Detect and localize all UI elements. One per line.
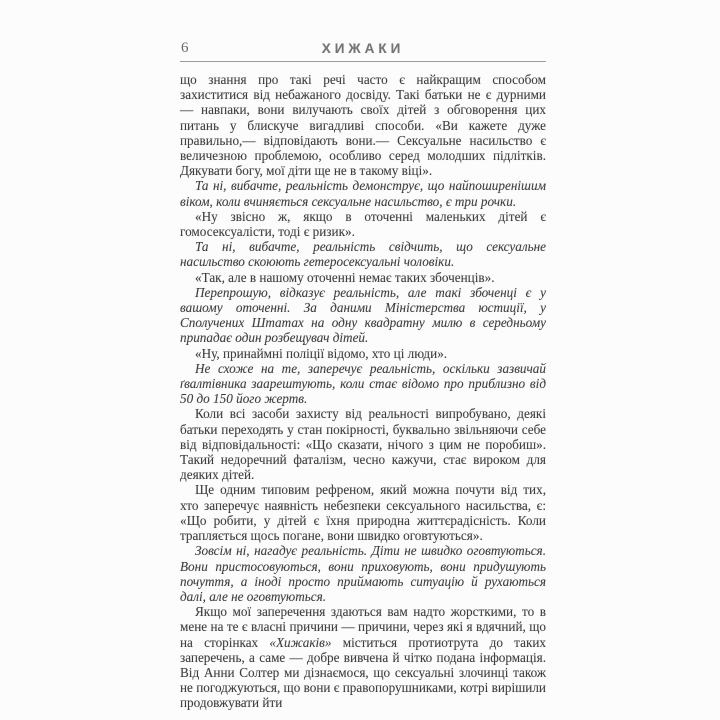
text-segment: «Ну звісно ж, якщо в оточенні маленьких дітей є гомосексуалісти, тоді є ризик». <box>180 208 546 240</box>
text-segment: «Ну, принаймні поліції відомо, хто ці люди». <box>195 345 448 361</box>
paragraph <box>180 209 546 239</box>
paragraph <box>180 482 546 543</box>
paragraph <box>180 72 546 178</box>
paragraph <box>180 285 546 346</box>
italic-text-segment: Та ні, вибачте, реальність свідчить, що сексуальне насильство скоюють гетеросексуальні чоловіки. <box>180 239 546 270</box>
paragraph <box>180 270 546 285</box>
italic-text-segment: Та ні, вибачте, реальність демонструє, що найпоширенішим віком, коли вчиняється сексуальне насильство, є три рочки. <box>180 178 546 209</box>
paragraph <box>180 604 546 710</box>
text-segment: міститься протиотрута до таких заперечень, а саме — добре вивчена й чітко подана інформація. Від Анни Солтер ми дізнаємося, що сексуальні злочинці також не погоджуються, що вони є правопорушниками, котрі вирішили продовжувати йти <box>180 634 547 711</box>
text-segment: «Так, але в нашому оточенні немає таких збоченців». <box>195 269 495 285</box>
page-number: 6 <box>181 40 189 56</box>
italic-text-segment: Не схоже на те, заперечує реальність, оскільки зазвичай ґвалтівника заарештують, коли стає відомо про приблизно від 50 до 150 його жертв. <box>180 360 546 407</box>
body-text <box>180 72 546 711</box>
text-segment: що знання про такі речі часто є найкращим способом захиститися від небажаного досвіду. Такі батьки не є дурними — навпаки, вони вилучають своїх дітей з обговорення цих питань у блискуче вигадливі способи. «Ви кажете дуже правильно,— відповідають вони.— Сексуальне насильство є величезною проблемою, особливо серед молодших підлітків. Дякувати богу, мої діти ще не в такому віці». <box>180 72 546 179</box>
page-header <box>180 40 546 58</box>
paragraph <box>180 178 546 208</box>
paragraph <box>180 346 546 361</box>
text-segment: Коли всі засоби захисту від реальності випробувано, деякі батьки переходять у стан покірності, буквально звільняючи себе від відповідальності: «Що сказати, нічого з цим не поробиш». Такий недоречний фаталізм, чесно кажучи, стає вироком для деяких дітей. <box>180 406 546 483</box>
paragraph <box>180 239 546 269</box>
paragraph <box>180 406 546 482</box>
header-rule <box>180 61 546 62</box>
text-segment: Ще одним типовим рефреном, який можна почути від тих, хто заперечує наявність небезпеки сексуального насильства, є: «Що робити, у дітей є їхня природна життєрадісність. Коли трапляється щось погане, вони швидко оговтуються». <box>180 482 546 544</box>
paragraph <box>180 361 546 407</box>
italic-text-segment: Перепрошую, відказує реальність, але такі збоченці є у вашому оточенні. За даними Міністерства юстиції, у Сполучених Штатах на одну квадратну милю в середньому припадає один розбещувач дітей. <box>180 284 546 346</box>
paragraph <box>180 543 546 604</box>
running-title: ХИЖАКИ <box>321 41 405 56</box>
italic-text-segment: «Хижаків» <box>269 634 332 650</box>
italic-text-segment: Зовсім ні, нагадує реальність. Діти не швидко оговтуються. Вони пристосовуються, вони приховують, вони придушують почуття, а іноді просто приймають ситуацію й рухаються далі, але не оговтуються. <box>180 543 546 604</box>
text-segment: Якщо мої заперечення здаються вам надто жорсткими, то в мене на те є власні причини — причини, через які я вдячний, що на сторінках <box>180 604 546 650</box>
page-content <box>180 40 546 711</box>
